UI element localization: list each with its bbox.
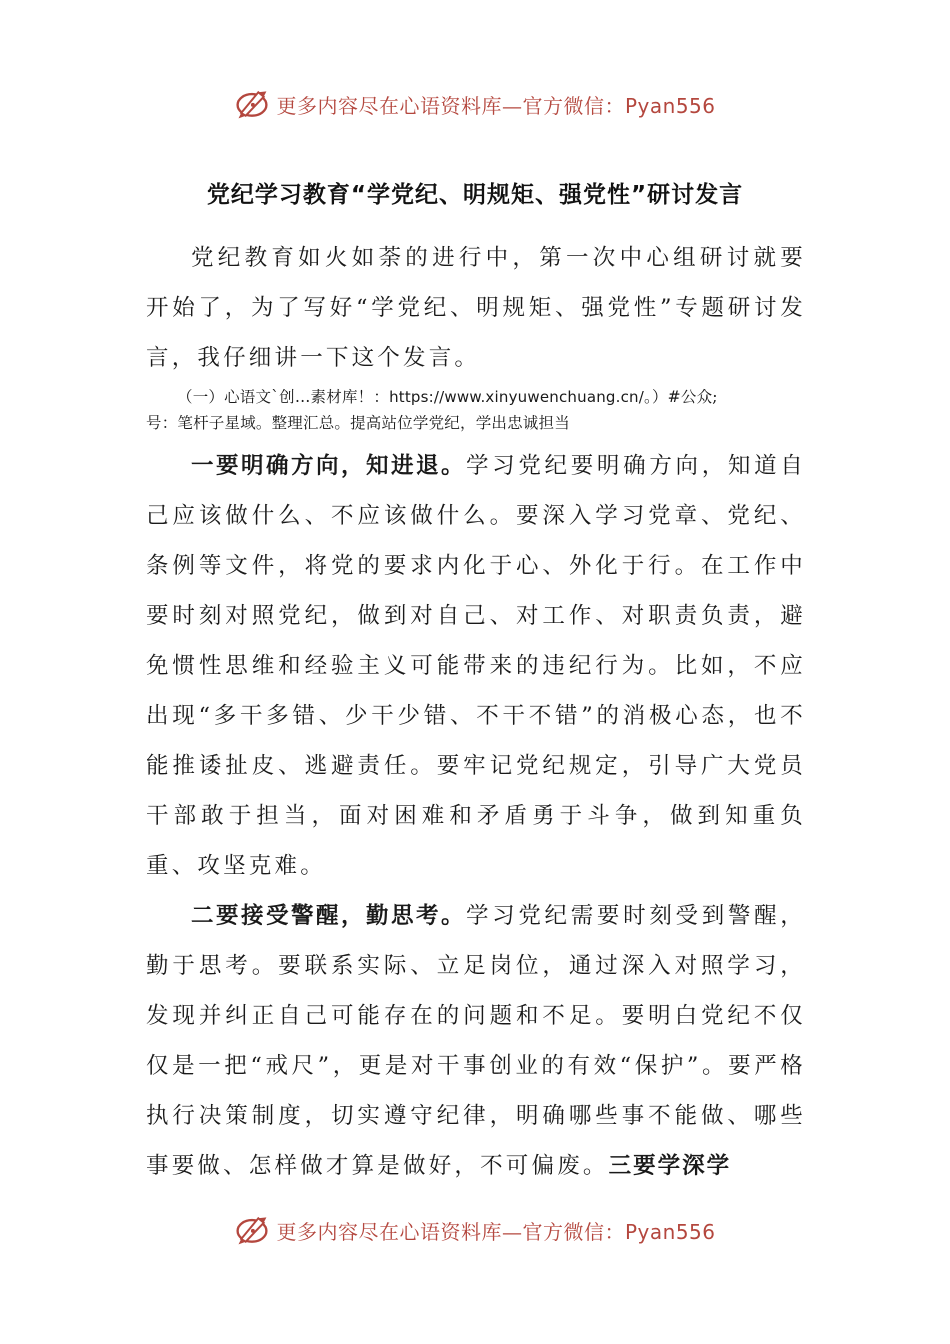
- watermark-banner-bottom: [0, 1210, 950, 1250]
- point-2-heading: 二要接受警醒，勤思考。: [191, 903, 466, 929]
- source-note-line-2: 号：笔杆子星域。整理汇总。提高站位学党纪，学出忠诚担当: [146, 414, 570, 432]
- watermark-handle: Pyan556: [624, 1219, 716, 1244]
- document-title: 党纪学习教育“学党纪、明规矩、强党性”研讨发言: [206, 182, 744, 208]
- watermark-text: 更多内容尽在心语资料库—官方微信：Pyan556: [276, 1219, 716, 1244]
- intro-paragraph: 党纪教育如火如荼的进行中，第一次中心组研讨就要开始了，为了写好“学党纪、明规矩、强党性”专题研讨发言，我仔细讲一下这个发言。: [146, 245, 806, 371]
- pen-nib-logo-icon: [234, 1212, 270, 1248]
- point-1-paragraph: [146, 441, 806, 891]
- watermark-text: 更多内容尽在心语资料库—官方微信：Pyan556: [276, 93, 716, 118]
- point-1-body: 学习党纪要明确方向，知道自己应该做什么、不应该做什么。要深入学习党章、党纪、条例等文件，将党的要求内化于心、外化于行。在工作中要时刻对照党纪，做到对自己、对工作、对职责负责，避免惯性思维和经验主义可能带来的违纪行为。比如，不应出现“多干多错、少干少错、不干不错”的消极心态，也不能推诿扯皮、逃避责任。要牢记党纪规定，引导广大党员干部敢于担当，面对困难和矛盾勇于斗争，做到知重负重、攻坚克难。: [146, 453, 806, 879]
- point-1-heading: 一要明确方向，知进退。: [191, 453, 466, 479]
- point-3-heading-start: 三要学深学: [608, 1153, 732, 1179]
- pen-nib-logo-icon: [234, 86, 270, 122]
- document-body: [146, 233, 806, 1191]
- watermark-banner-top: [0, 84, 950, 124]
- point-2-body: 学习党纪需要时刻受到警醒，勤于思考。要联系实际、立足岗位，通过深入对照学习，发现并纠正自己可能存在的问题和不足。要明白党纪不仅仅是一把“戒尺”，更是对干事创业的有效“保护”。要严格执行决策制度，切实遵守纪律，明确哪些事不能做、哪些事要做、怎样做才算是做好，不可偏废。: [146, 903, 806, 1179]
- watermark-handle: Pyan556: [624, 93, 716, 118]
- point-2-paragraph: [146, 891, 806, 1191]
- source-note-url: https://www.xinyuwenchuang.cn/: [389, 388, 645, 406]
- source-note-line-1: （一）心语文`创…素材库！：https://www.xinyuwenchuang.cn/。）#公众;: [177, 388, 718, 406]
